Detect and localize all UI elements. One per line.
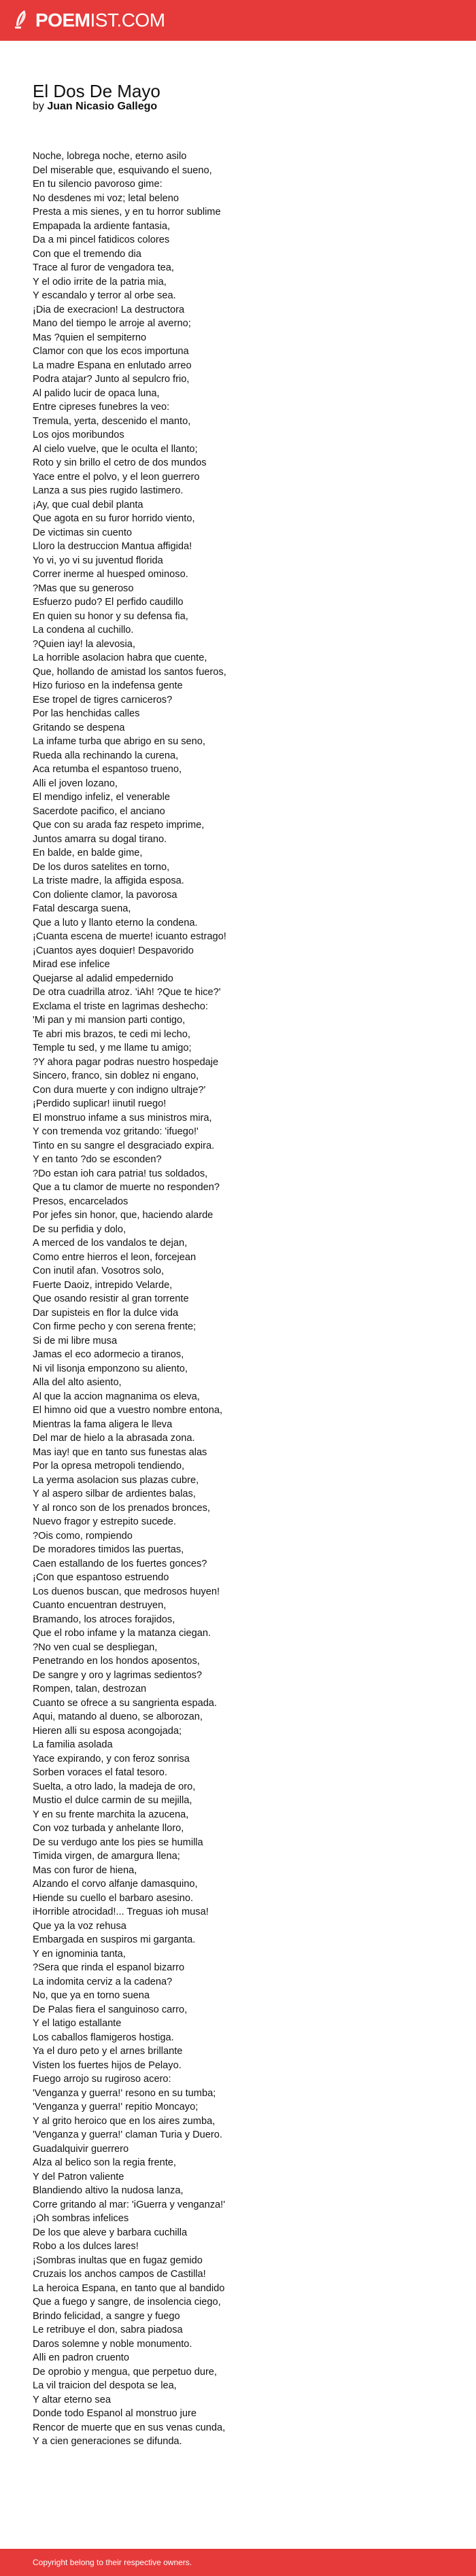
poem-line: Mano del tiempo le arroje al averno; [33, 318, 191, 329]
poem-line: Tinto en su sangre el desgraciado expira. [33, 1140, 215, 1151]
poem-line: Lanza a sus pies rugido lastimero. [33, 485, 184, 496]
poem-line: En quien su honor y su defensa fia, [33, 610, 188, 622]
poem-line: Mas iay! que en tanto sus funestas alas [33, 1446, 207, 1458]
poem-line: Que a luto y llanto eterno la condena. [33, 917, 198, 928]
poem-line: Y en su frente marchita la azucena, [33, 1809, 189, 1820]
poem-line: 'Venganza y guerra!' repitio Moncayo; [33, 2102, 199, 2112]
poem-line: Yo vi, yo vi su juventud florida [33, 555, 163, 566]
site-footer [0, 2549, 476, 2576]
poem-line: Sincero, franco, sin doblez ni engano, [33, 1071, 199, 1081]
poem-line: Que osando resistir al gran torrente [33, 1293, 189, 1304]
poem-line: De moradores timidos las puertas, [33, 1544, 184, 1555]
poem-line: Y en ignominia tanta, [33, 1948, 126, 1960]
poem-line: Presos, encarcelados [33, 1196, 129, 1207]
poem-line: La infame turba que abrigo en su seno, [33, 736, 205, 747]
poem-line: Mirad ese infelice [33, 959, 110, 970]
poem-line: Exclama el triste en lagrimas deshecho: [33, 1000, 208, 1012]
poem-line: Por las henchidas calles [33, 708, 140, 719]
poem-line: Empapada la ardiente fantasia, [33, 220, 171, 232]
poem-line: Aca retumba el espantoso trueno, [33, 764, 182, 775]
poem-line: Esfuerzo pudo? El perfido caudillo [33, 597, 184, 608]
poem-line: ¡Oh sombras infelices [33, 2213, 129, 2224]
logo-text-light: IST.COM [90, 10, 165, 31]
poem-line: Mas ?quien el sempiterno [33, 332, 147, 343]
author-link[interactable]: Juan Nicasio Gallego [47, 101, 158, 112]
poem-line: ¡Con que espantoso estruendo [33, 1572, 169, 1583]
poem-line: Aqui, matando al dueno, se alborozan, [33, 1711, 203, 1722]
poem-line: Mustio el dulce carmin de su mejilla, [33, 1795, 192, 1806]
poem-line: ?Do estan ioh cara patria! tus soldados, [33, 1168, 208, 1179]
poem-line: Noche, lobrega noche, eterno asilo [33, 151, 187, 162]
poem-line: Cuanto se ofrece a su sangrienta espada. [33, 1697, 217, 1709]
poem-line: La vil traicion del despota se lea, [33, 2380, 177, 2391]
poem-line: 'Mi pan y mi mansion parti contigo, [33, 1015, 186, 1026]
poem-line: ¡Dia de execracion! La destructora [33, 304, 185, 315]
poem-line: El himno oid que a vuestro nombre entona, [33, 1405, 223, 1416]
poem-line: Los duenos buscan, que medrosos huyen! [33, 1586, 220, 1597]
poem-line: Por la opresa metropoli tendiendo, [33, 1461, 185, 1472]
poem-line: Al que la accion magnanima os eleva, [33, 1391, 200, 1402]
poem-title: El Dos De Mayo [33, 81, 160, 101]
poem-line: La triste madre, la affigida esposa. [33, 875, 184, 886]
poem-line: Tremula, yerta, descenido el manto, [33, 415, 191, 427]
poem-line: No desdenes mi voz; letal beleno [33, 192, 179, 204]
poem-line: Hieren alli su esposa acongojada; [33, 1725, 182, 1737]
poem-line: Ya el duro peto y el arnes brillante [33, 2046, 183, 2057]
poem-line: Si de mi libre musa [33, 1335, 118, 1346]
poem-line: De su perfidia y dolo, [33, 1223, 126, 1235]
poem-line: ¡Ay, que cual debil planta [33, 499, 143, 510]
poem-line: Lloro la destruccion Mantua affigida! [33, 541, 192, 552]
poem-line: Ese tropel de tigres carniceros? [33, 694, 173, 706]
poem-line: De los duros satelites en torno, [33, 861, 170, 873]
poem-line: Fatal descarga suena, [33, 903, 131, 914]
poem-line: Rompen, talan, destrozan [33, 1684, 147, 1694]
poem-line: La horrible asolacion habra que cuente, [33, 652, 207, 663]
poem-line: Los caballos flamigeros hostiga. [33, 2032, 174, 2043]
poem-line: Al palido lucir de opaca luna, [33, 387, 160, 399]
footer-copyright: Copyright belong to their respective owners. [33, 2558, 192, 2567]
poem-line: Que el robo infame y la matanza ciegan. [33, 1628, 211, 1639]
poem-line: Del mar de hielo a la abrasada zona. [33, 1433, 195, 1444]
poem-line: Y del Patron valiente [33, 2171, 124, 2182]
poem-line: Juntos amarra su dogal tirano. [33, 833, 167, 845]
poem-line: Blandiendo altivo la nudosa lanza, [33, 2185, 184, 2196]
poem-line: Mas con furor de hiena, [33, 1864, 137, 1876]
poem-line: Alli en padron cruento [33, 2352, 129, 2363]
poem-line: Con firme pecho y con serena frente; [33, 1321, 197, 1332]
poem-line: De los que aleve y barbara cuchilla [33, 2227, 188, 2238]
site-logo[interactable] [12, 8, 165, 33]
poem-line: Y al ronco son de los prenados bronces, [33, 1502, 210, 1514]
poem-line: Yace entre el polvo, y el leon guerrero [33, 471, 200, 483]
poem-line: Yace expirando, y con feroz sonrisa [33, 1753, 190, 1764]
quill-icon [12, 10, 29, 31]
poem-line: ?Sera que rinda el espanol bizarro [33, 1962, 185, 1973]
poem-line: Bramando, los atroces forajidos, [33, 1614, 175, 1625]
poem-line: Y en tanto ?do se esconden? [33, 1154, 162, 1165]
poem-line: Cruzais los anchos campos de Castilla! [33, 2269, 206, 2280]
site-header [0, 0, 476, 41]
poem-line: La yerma asolacion sus plazas cubre, [33, 1474, 199, 1486]
poem-line: Daros solemne y noble monumento. [33, 2338, 192, 2350]
poem-body [33, 150, 454, 2449]
poem-line: La heroica Espana, en tanto que al bandido [33, 2282, 225, 2294]
poem-line: La familia asolada [33, 1739, 113, 1750]
poem-line: ¡Perdido suplicar! iinutil ruego! [33, 1098, 167, 1109]
poem-line: Hiende su cuello el barbaro asesino. [33, 1892, 194, 1904]
poem-line: ¡Cuantos ayes doquier! Despavorido [33, 945, 194, 956]
poem-line: Quejarse al adalid empedernido [33, 973, 173, 984]
poem-line: ?Ois como, rompiendo [33, 1530, 133, 1542]
poem-line: Que agota en su furor horrido viento, [33, 513, 195, 524]
poem-line: Cuanto encuentran destruyen, [33, 1600, 167, 1611]
poem-line: Que a tu clamor de muerte no responden? [33, 1182, 220, 1193]
poem-line: Alza al belico son la regia frente, [33, 2157, 176, 2168]
poem-line: De oprobio y mengua, que perpetuo dure, [33, 2366, 217, 2378]
poem-line: Nuevo fragor y estrepito sucede. [33, 1516, 176, 1527]
poem-line: Trace al furor de vengadora tea, [33, 262, 174, 273]
poem-line: Que, hollando de amistad los santos fueros, [33, 666, 226, 678]
poem-line: ¡Sombras inultas que en fugaz gemido [33, 2255, 203, 2266]
poem-line: Ni vil lisonja emponzono su aliento, [33, 1363, 188, 1374]
poem-line: Brindo felicidad, a sangre y fuego [33, 2310, 180, 2322]
poem-line: Le retribuye el don, sabra piadosa [33, 2325, 183, 2335]
poem-line: De victimas sin cuento [33, 527, 132, 538]
poem-line: Da a mi pincel fatidicos colores [33, 234, 170, 245]
poem-line: Correr inerme al huesped ominoso. [33, 569, 188, 580]
poem-line: Corre gritando al mar: 'iGuerra y venganza!' [33, 2199, 225, 2210]
poem-line: Como entre hierros el leon, forcejean [33, 1251, 197, 1263]
poem-line: En tu silencio pavoroso gime: [33, 179, 163, 190]
poem-line: Y escandalo y terror al orbe sea. [33, 290, 176, 301]
poem-line: Timida virgen, de amargura llena; [33, 1851, 180, 1862]
poem-line: Con que el tremendo dia [33, 248, 141, 260]
poem-line: Y al grito heroico que en los aires zumba, [33, 2115, 216, 2127]
poem-line: De sangre y oro y lagrimas sedientos? [33, 1669, 203, 1681]
poem-line: Con dura muerte y con indigno ultraje?' [33, 1084, 206, 1096]
poem-line: Suelta, a otro lado, la madeja de oro, [33, 1781, 196, 1792]
poem-line: Mientras la fama aligera le lleva [33, 1418, 173, 1430]
poem-line: Roto y sin brillo el cetro de dos mundos [33, 457, 207, 468]
poem-line: Hizo furioso en la indefensa gente [33, 680, 183, 691]
poem-line: Presta a mis sienes, y en tu horror sublime [33, 207, 221, 217]
poem-line: Fuerte Daoiz, intrepido Velarde, [33, 1279, 173, 1291]
poem-line: ¡Cuanta escena de muerte! icuanto estrago! [33, 931, 226, 942]
poem-line: Te abri mis brazos, te cedi mi lecho, [33, 1028, 190, 1040]
poem-line: Guadalquivir guerrero [33, 2143, 129, 2155]
poem-line: El mendigo infeliz, el venerable [33, 792, 170, 803]
poem-line: Temple tu sed, y me llame tu amigo; [33, 1043, 192, 1054]
poem-line: A merced de los vandalos te dejan, [33, 1238, 188, 1249]
poem-line: Y con tremenda voz gritando: 'ifuego!' [33, 1126, 199, 1137]
poem-line: Penetrando en los hondos aposentos, [33, 1656, 200, 1667]
poem-line: Con voz turbada y anhelante lloro, [33, 1823, 184, 1834]
logo-wordmark [35, 8, 165, 33]
poem-line: Que a fuego y sangre, de insolencia ciego, [33, 2297, 221, 2308]
poem-line: La indomita cerviz a la cadena? [33, 1976, 173, 1987]
poem-byline [33, 99, 157, 114]
poem-line: En balde, en balde gime, [33, 848, 143, 858]
poem-line: Y a cien generaciones se difunda. [33, 2436, 182, 2447]
poem-line: Con doliente clamor, la pavorosa [33, 889, 177, 901]
poem-line: Donde todo Espanol al monstruo jure [33, 2408, 197, 2419]
poem-line: Robo a los dulces lares! [33, 2241, 139, 2252]
poem-line: Que ya la voz rehusa [33, 1920, 126, 1932]
poem-line: De otra cuadrilla atroz. 'iAh! ?Que te hice?' [33, 987, 221, 998]
poem-line: Caen estallando de los fuertes gonces? [33, 1558, 207, 1569]
poem-line: Sacerdote pacifico, el anciano [33, 805, 165, 817]
poem-line: Que con su arada faz respeto imprime, [33, 820, 205, 831]
poem-line: Al cielo vuelve, que le oculta el llanto; [33, 443, 198, 455]
poem-line: Y el latigo estallante [33, 2018, 122, 2029]
poem-line: Rueda alla rechinando la curena, [33, 750, 179, 761]
poem-line: Gritando se despena [33, 722, 125, 733]
poem-line: ?Quien iay! la alevosia, [33, 638, 135, 650]
poem-line: iHorrible atrocidad!... Treguas ioh musa! [33, 1907, 209, 1917]
poem-line: Por jefes sin honor, que, haciendo alarde [33, 1210, 214, 1221]
poem-line: Alla del alto asiento, [33, 1377, 122, 1388]
poem-line: Alzando el corvo alfanje damasquino, [33, 1879, 198, 1890]
poem-line: Entre cipreses funebres la veo: [33, 402, 170, 413]
poem-line: De Palas fiera el sanguinoso carro, [33, 2004, 188, 2015]
poem-line: No, que ya en torno suena [33, 1990, 150, 2001]
poem-line: Alli el joven lozano, [33, 778, 118, 789]
poem-line: ?No ven cual se despliegan, [33, 1641, 158, 1653]
poem-line: 'Venganza y guerra!' claman Turia y Duero. [33, 2129, 222, 2140]
poem-line: Y al aspero silbar de ardientes balas, [33, 1489, 196, 1499]
poem-line: Con inutil afan. Vosotros solo, [33, 1266, 165, 1276]
poem-line: Rencor de muerte que en sus venas cunda, [33, 2422, 226, 2433]
byline-prefix: by [33, 101, 44, 112]
poem-line: Fuego arrojo su rugiroso acero: [33, 2074, 171, 2085]
poem-line: Embargada en suspiros mi garganta. [33, 1934, 196, 1945]
poem-line: Dar supisteis en flor la dulce vida [33, 1307, 179, 1319]
poem-line: Jamas el eco adormecio a tiranos, [33, 1349, 184, 1360]
poem-line: Los ojos moribundos [33, 430, 124, 440]
poem-line: El monstruo infame a sus ministros mira, [33, 1112, 212, 1124]
poem-line: Clamor con que los ecos importuna [33, 346, 189, 357]
poem-line: ?Y ahora pagar podras nuestro hospedaje [33, 1056, 219, 1068]
poem-line: Del miserable que, esquivando el sueno, [33, 164, 212, 176]
poem-line: De su verdugo ante los pies se humilla [33, 1837, 203, 1848]
logo-text-bold: POEM [35, 10, 90, 31]
poem-line: 'Venganza y guerra!' resono en su tumba; [33, 2087, 216, 2099]
poem-line: La condena al cuchillo. [33, 625, 134, 636]
poem-line: Visten los fuertes hijos de Pelayo. [33, 2059, 182, 2071]
poem-line: Y altar eterno sea [33, 2394, 111, 2405]
poem-line: ?Mas que su generoso [33, 582, 134, 594]
poem-line: Y el odio irrite de la patria mia, [33, 276, 167, 288]
poem-line: La madre Espana en enlutado arreo [33, 360, 192, 371]
poem-line: Podra atajar? Junto al sepulcro frio, [33, 374, 190, 385]
poem-line: Sorben voraces el fatal tesoro. [33, 1767, 167, 1778]
